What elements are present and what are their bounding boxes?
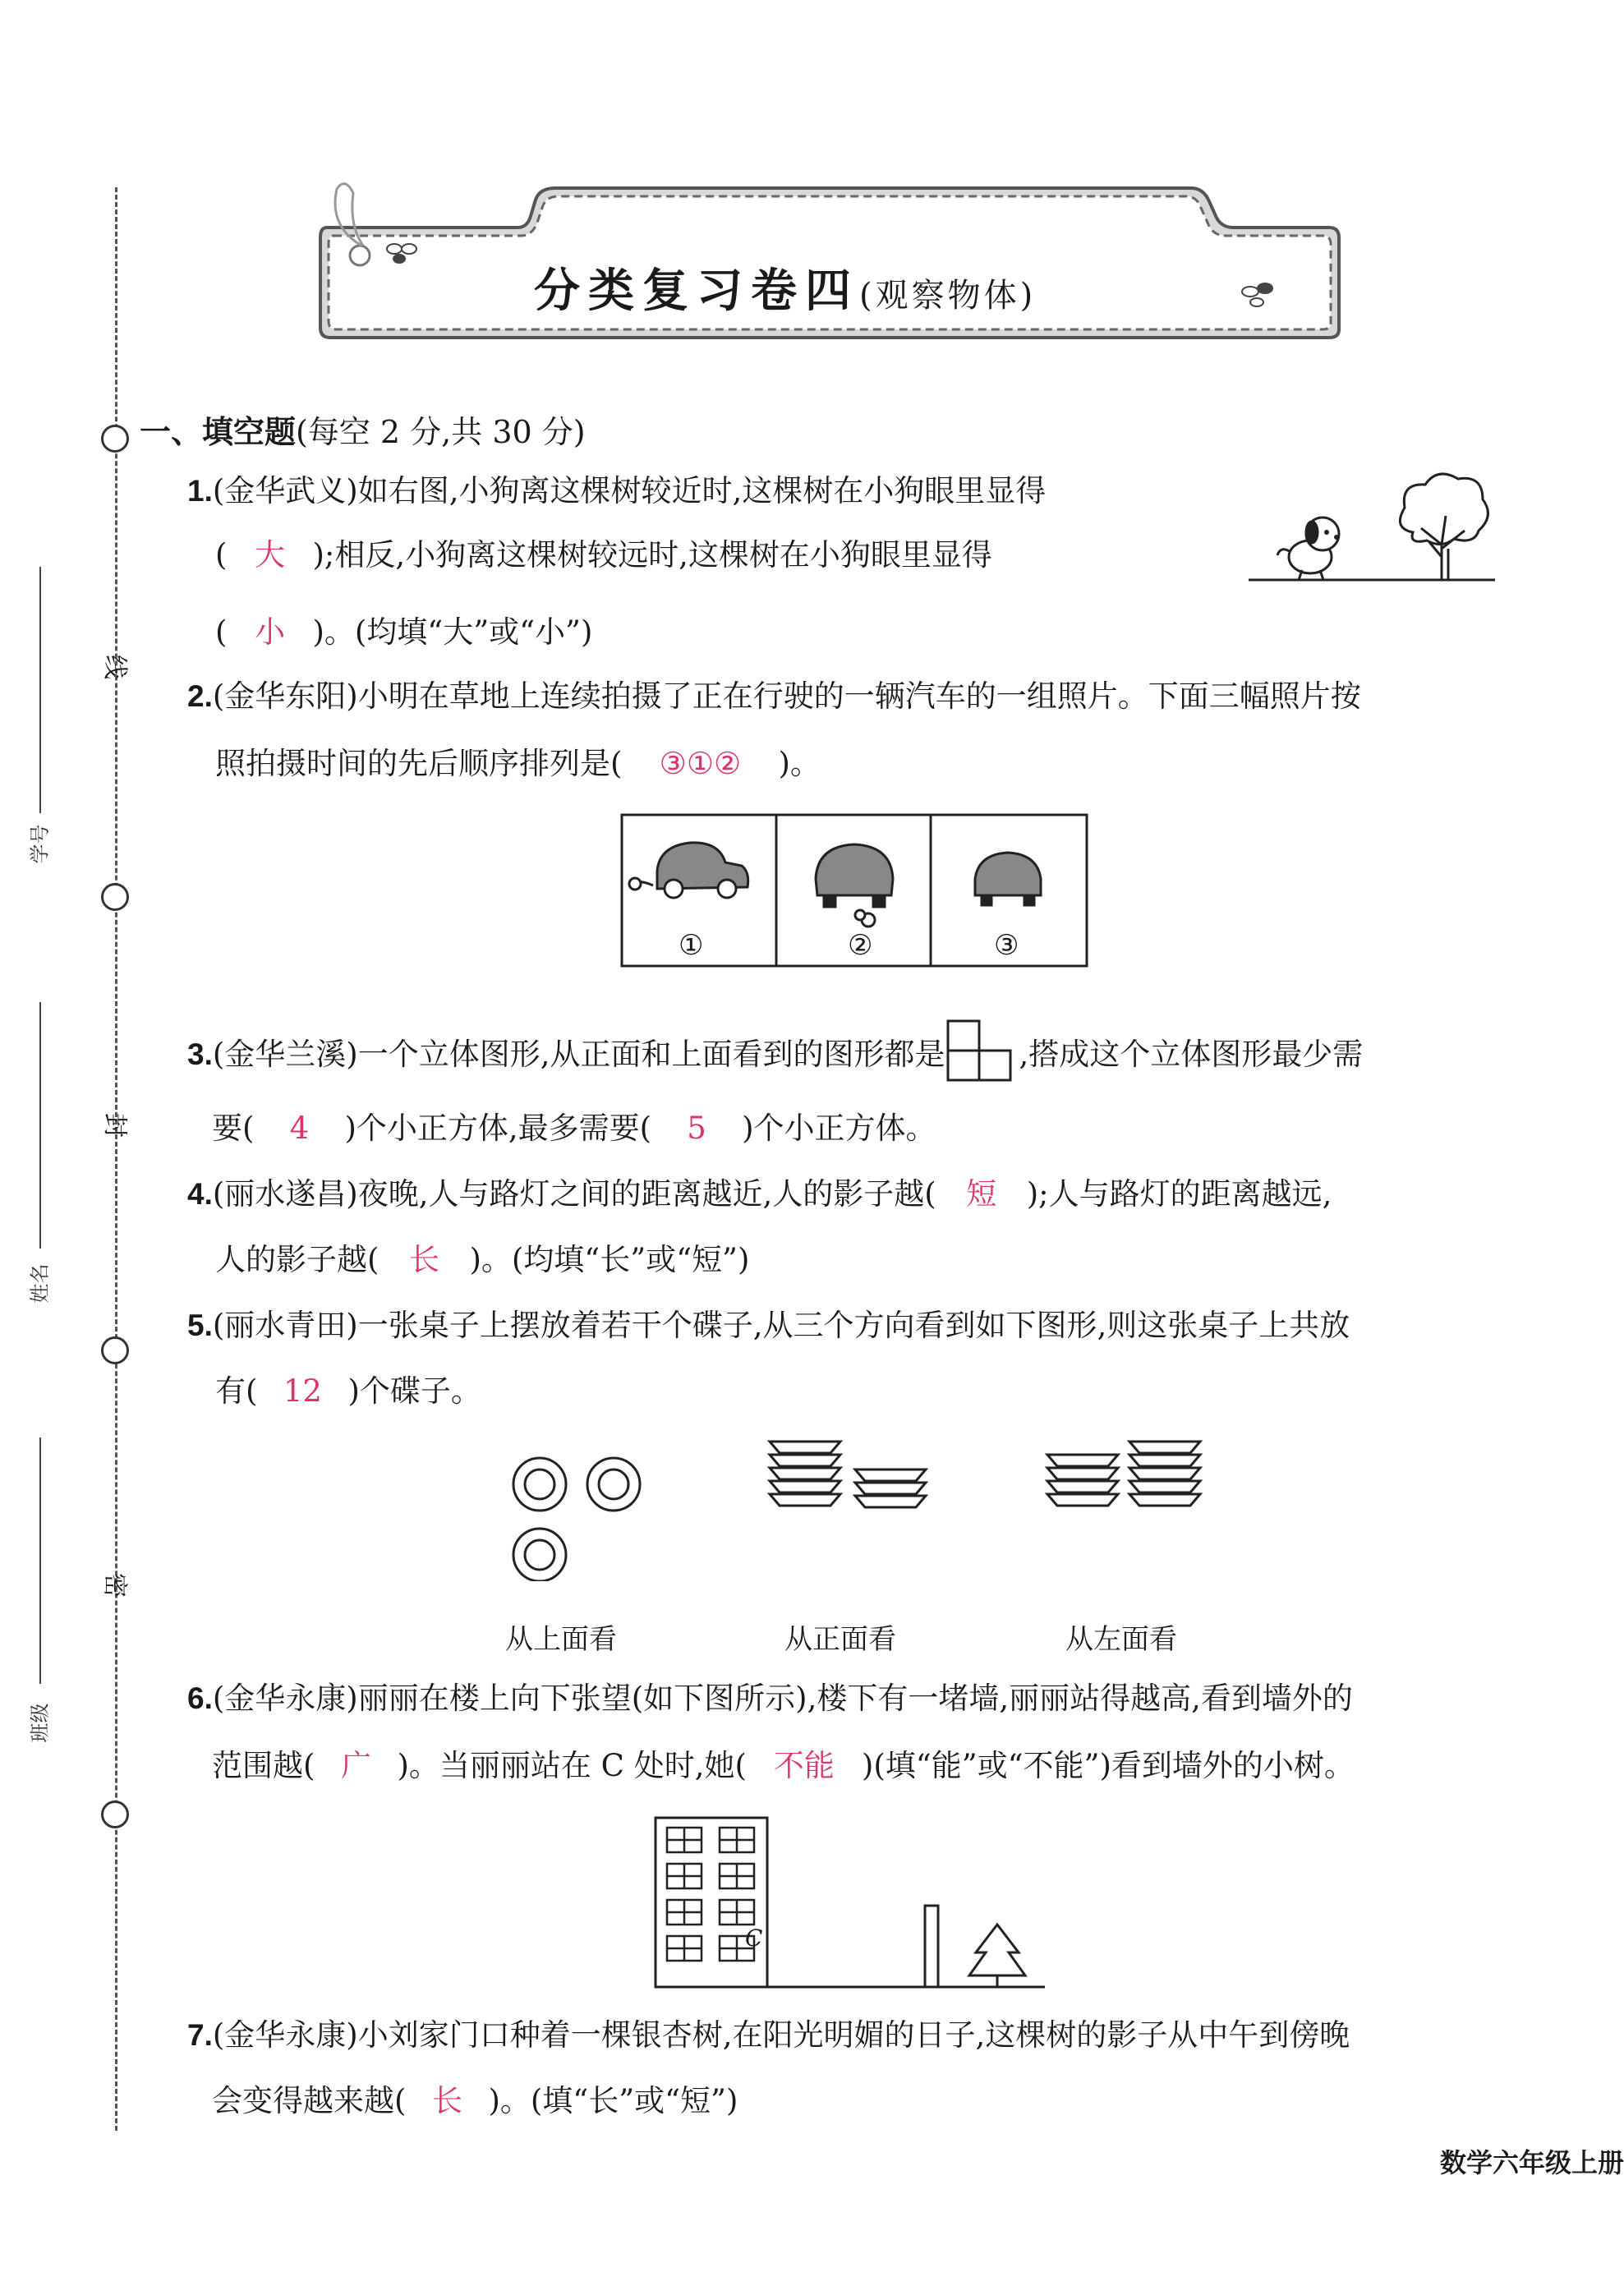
student-id-label: 学号 <box>28 824 52 864</box>
question-text: )。(填“长”或“短”) <box>488 2083 738 2118</box>
question-5-line-1 <box>187 1303 1350 1349</box>
question-text: 范围越( <box>212 1748 315 1783</box>
page-subtitle: (观察物体) <box>859 277 1037 315</box>
question-2-line-2 <box>215 741 821 787</box>
answer: ③①② <box>659 746 742 781</box>
question-number: 1. <box>187 474 213 508</box>
question-number: 3. <box>187 1037 213 1071</box>
question-text: (金华永康)丽丽在楼上向下张望(如下图所示),楼下有一堵墙,丽丽站得越高,看到墙外的 <box>212 1681 1353 1716</box>
question-5-line-2 <box>215 1368 481 1414</box>
question-text: 会变得越来越( <box>212 2083 407 2118</box>
question-number: 4. <box>187 1177 213 1211</box>
question-text: 有( <box>215 1373 258 1409</box>
margin-char-secret: 密 <box>100 1573 129 1598</box>
answer-1: 广 <box>340 1748 371 1783</box>
question-text: )个小正方体,最多需要( <box>344 1111 652 1146</box>
question-7-line-2 <box>212 2078 738 2124</box>
caption-top-view: 从上面看 <box>505 1623 617 1656</box>
question-6-line-2 <box>212 1743 1355 1789</box>
question-text: (丽水遂昌)夜晚,人与路灯之间的距离越近,人的影子越( <box>212 1176 936 1212</box>
name-label: 姓名 <box>28 1263 52 1304</box>
blank-open: ( <box>215 614 228 650</box>
question-number: 6. <box>187 1681 213 1715</box>
photo-label-3: ③ <box>994 929 1019 962</box>
section-label: 一、填空题 <box>140 414 297 450</box>
section-note: (每空 2 分,共 30 分) <box>296 414 586 450</box>
question-6-line-1 <box>187 1676 1353 1722</box>
answer-2: 长 <box>408 1242 439 1277</box>
question-text: (金华东阳)小明在草地上连续拍摄了正在行驶的一辆汽车的一组照片。下面三幅照片按 <box>212 678 1361 714</box>
class-label: 班级 <box>28 1703 52 1743</box>
question-text: 人的影子越( <box>215 1242 380 1277</box>
caption-left-view: 从左面看 <box>1065 1623 1177 1656</box>
caption-front-view: 从正面看 <box>784 1623 896 1656</box>
question-text: )。当丽丽站在 C 处时,她( <box>397 1748 747 1783</box>
point-c-label: C <box>745 1925 763 1952</box>
question-2-line-1 <box>187 674 1361 720</box>
binding-hole <box>101 1336 129 1364</box>
page-title: 分类复习卷四 <box>534 264 859 318</box>
question-text: )个碟子。 <box>347 1373 481 1409</box>
question-1-line-2 <box>215 532 992 578</box>
question-1-line-1 <box>187 468 1046 514</box>
question-number: 7. <box>187 2018 213 2052</box>
binding-cut-line <box>115 187 117 2131</box>
margin-char-line: 线 <box>100 655 129 679</box>
margin-char-seal: 封 <box>100 1113 129 1138</box>
question-text: );相反,小狗离这棵树较远时,这棵树在小狗眼里显得 <box>312 537 992 573</box>
question-text: (丽水青田)一张桌子上摆放着若干个碟子,从三个方向看到如下图形,则这张桌子上共放 <box>212 1308 1350 1343</box>
question-number: 2. <box>187 679 213 713</box>
photo-label-1: ① <box>679 929 704 962</box>
question-4-line-1 <box>187 1171 1332 1217</box>
class-line <box>39 1437 41 1684</box>
name-line <box>39 1002 41 1249</box>
question-text: )。 <box>778 746 821 781</box>
answer: 12 <box>283 1373 322 1409</box>
question-1-line-3 <box>215 609 592 655</box>
blank-open: ( <box>215 537 228 573</box>
binding-hole <box>101 883 129 911</box>
answer-2: 5 <box>687 1111 706 1146</box>
question-3-line-1 <box>187 1019 1363 1084</box>
answer-2: 不能 <box>773 1748 835 1783</box>
binding-hole <box>101 1801 129 1828</box>
answer: 长 <box>431 2083 462 2118</box>
view-shape-icon <box>945 1019 1019 1084</box>
question-number: 5. <box>187 1308 213 1342</box>
dog-and-tree-figure <box>1244 467 1499 586</box>
binding-hole <box>101 425 129 453</box>
question-text: )个小正方体。 <box>742 1111 936 1146</box>
answer-1: 大 <box>254 537 285 573</box>
question-text: )。(均填“长”或“短”) <box>469 1242 750 1277</box>
student-id-line <box>39 567 41 813</box>
question-7-line-1 <box>187 2012 1350 2058</box>
answer-2: 小 <box>254 614 285 650</box>
page-footer: 数学六年级上册 <box>1439 2147 1624 2178</box>
question-3-line-2 <box>212 1106 936 1152</box>
plates-views-figure <box>505 1433 1212 1581</box>
question-text: 要( <box>212 1111 255 1146</box>
question-text: 照拍摄时间的先后顺序排列是( <box>215 746 623 781</box>
question-text: (金华武义)如右图,小狗离这棵树较近时,这棵树在小狗眼里显得 <box>212 473 1047 508</box>
question-text: (金华兰溪)一个立体图形,从正面和上面看到的图形都是 <box>212 1037 945 1072</box>
question-text: )。(均填“大”或“小”) <box>312 614 593 650</box>
answer-1: 短 <box>966 1176 997 1212</box>
question-text: );人与路灯的距离越远, <box>1026 1176 1332 1212</box>
photo-label-2: ② <box>848 929 873 962</box>
question-4-line-2 <box>215 1237 749 1283</box>
question-text: ,搭成这个立体图形最少需 <box>1019 1037 1364 1072</box>
building-wall-tree-figure <box>649 1811 1051 1992</box>
section-heading <box>140 407 586 452</box>
question-text: )(填“能”或“不能”)看到墙外的小树。 <box>861 1748 1355 1783</box>
question-text: (金华永康)小刘家门口种着一棵银杏树,在阳光明媚的日子,这棵树的影子从中午到傍晚 <box>212 2017 1350 2053</box>
answer-1: 4 <box>289 1111 310 1146</box>
